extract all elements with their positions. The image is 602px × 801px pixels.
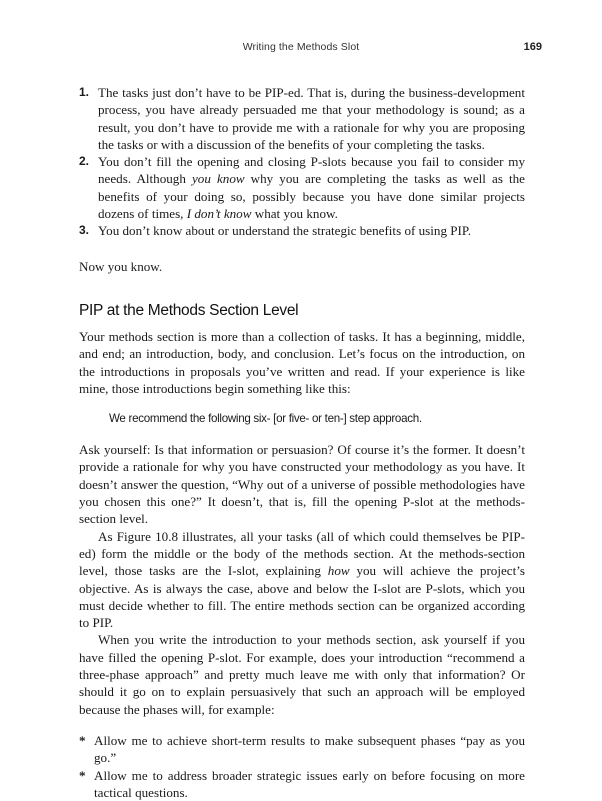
paragraph-text: As Figure 10.8 illustrates, all your tasks (all of which could themselves be PIP-ed) form the middle or the body of the methods section. At the methods-section level, those tasks are the I-slot, explaining [79, 529, 525, 579]
bullet-text: Allow me to address broader strategic issues early on before focusing on more tactical questions. [94, 768, 525, 800]
numbered-list [79, 84, 525, 240]
list-item [79, 84, 525, 153]
emphasis-i-dont-know: I don’t know [187, 206, 252, 221]
emphasis-how: how [328, 563, 350, 578]
bullet-text: Allow me to achieve short-term results to make subsequent phases “pay as you go.” [94, 733, 525, 765]
running-title: Writing the Methods Slot [0, 41, 602, 53]
paragraph-figure-reference [79, 528, 525, 632]
list-number: 3. [79, 222, 89, 239]
bullet-item [79, 732, 525, 767]
section-heading: PIP at the Methods Section Level [79, 301, 525, 321]
now-you-know-line: Now you know. [79, 258, 525, 275]
list-item-text: You don’t know about or understand the strategic benefits of using PIP. [98, 223, 471, 238]
page-number: 169 [524, 41, 542, 53]
list-item-text: why you are completing the tasks as well as the benefits of your doing so, possibly because you have done similar projects dozens of times, [98, 171, 525, 221]
list-number: 2. [79, 153, 89, 170]
list-item-text: what you know. [251, 206, 337, 221]
bullet-list [79, 732, 525, 801]
paragraph-introduction-advice: When you write the introduction to your methods section, ask yourself if you have filled the opening P-slot. For example, does your introduction “recommend a three-phase approach” and pretty much leave me with only that information? Or should it go on to explain persuasively that such an approach will be employed because the phases will, for example: [79, 631, 525, 717]
page-body [79, 84, 525, 801]
emphasis-you-know: you know [192, 171, 245, 186]
bullet-marker: * [79, 732, 86, 749]
example-statement: We recommend the following six- [or five- or ten-] step approach. [109, 410, 525, 427]
bullet-marker: * [79, 767, 86, 784]
list-item-text: The tasks just don’t have to be PIP-ed. That is, during the business-development process, you have already persuaded me that your methodology is sound; as a result, you don’t have to provide me with a rationale for why you are proposing the tasks or with a discussion of the benefits of your completing the tasks. [98, 85, 525, 152]
paragraph-text: you will achieve the project’s objective. As is always the case, above and below the I-slot are P-slots, which you must decide whether to fill. The entire methods section can be organized according to PIP. [79, 563, 525, 630]
list-number: 1. [79, 84, 89, 101]
paragraph-ask-yourself: Ask yourself: Is that information or persuasion? Of course it’s the former. It doesn’t provide a rationale for why you have constructed your methodology as you have. It doesn’t answer the question, “Why out of a universe of possible methodologies have you chosen this one?” It doesn’t, that is, fill the opening P-slot at the methods-section level. [79, 441, 525, 527]
bullet-item [79, 767, 525, 801]
list-item-text: You don’t fill the opening and closing P-slots because you fail to consider my needs. Although [98, 154, 525, 186]
list-item [79, 153, 525, 222]
list-item [79, 222, 525, 239]
intro-paragraph: Your methods section is more than a collection of tasks. It has a beginning, middle, and end; an introduction, body, and conclusion. Let’s focus on the introduction, on the introductions in proposals you’ve written and read. If your experience is like mine, those introductions begin something like this: [79, 328, 525, 397]
